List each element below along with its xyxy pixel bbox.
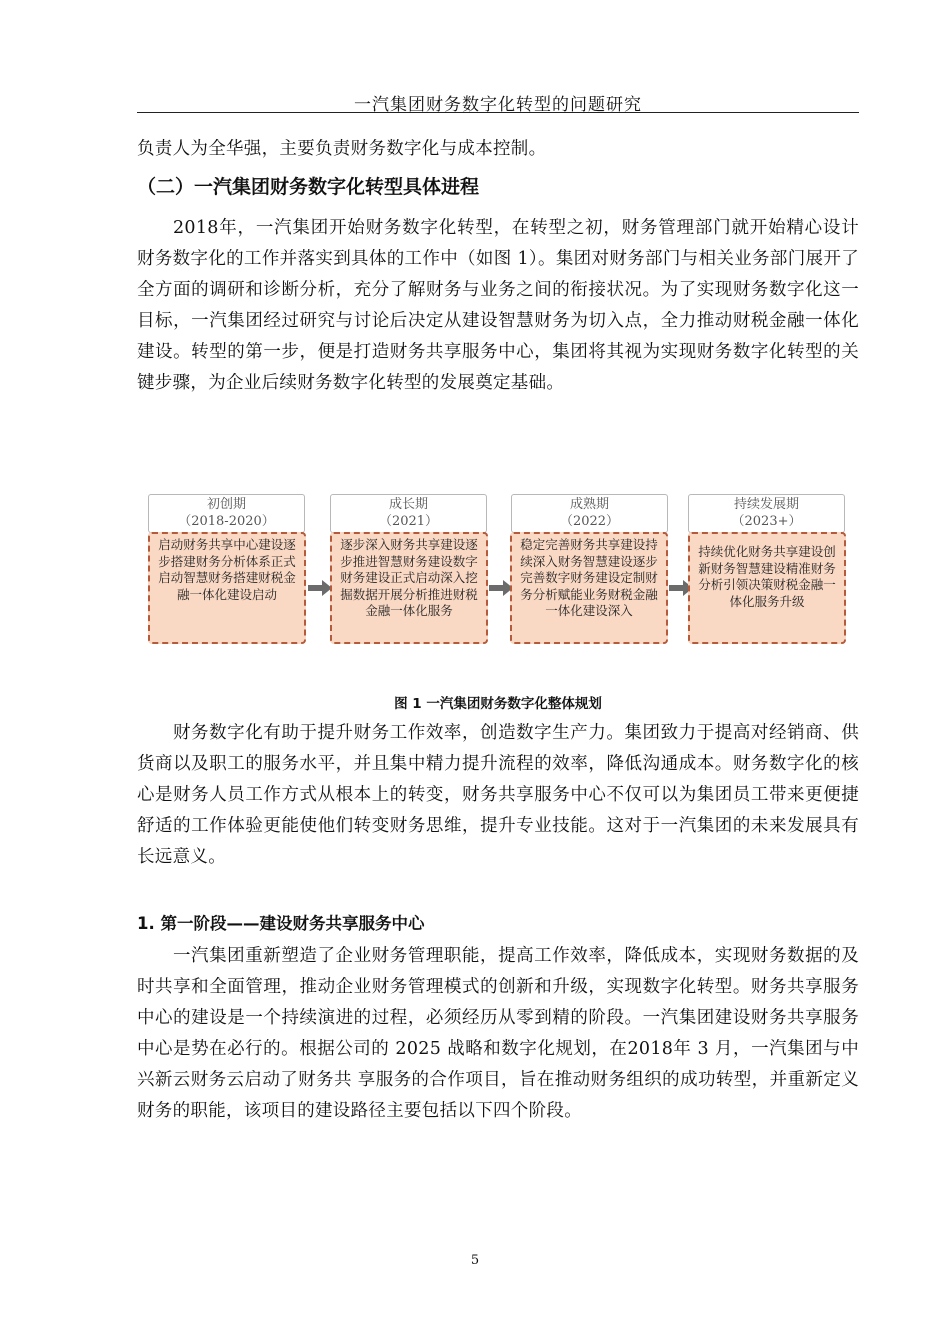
phase-years-4: （2023+） [688,512,845,533]
arrow-right-icon [308,580,332,596]
page-number: 5 [470,1253,480,1268]
paragraph-responsibility: 负责人为全华强，主要负责财务数字化与成本控制。 [137,139,547,159]
phase-years-2: （2021） [330,512,487,533]
phase-name-4: 持续发展期 [688,494,845,515]
phase-name-2: 成长期 [330,494,487,515]
section-heading: （二）一汽集团财务数字化转型具体进程 [137,176,480,198]
phase-box-1: 启动财务共享中心建设逐步搭建财务分析体系正式启动智慧财务搭建财税金融一体化建设启动 [148,532,306,644]
figure-caption: 图 1 一汽集团财务数字化整体规划 [394,696,602,712]
planning-flow-figure [148,494,853,654]
phase-box-4: 持续优化财务共享建设创新财务智慧建设精准财务分析引领决策财税金融一体化服务升级 [688,532,846,644]
header-divider [137,112,859,113]
phase-box-3: 稳定完善财务共享建设持续深入财务智慧建设逐步完善数字财务建设定制财务分析赋能业务财税金融一体化建设深入 [510,532,668,644]
paragraph-shared-service: 一汽集团重新塑造了企业财务管理职能，提高工作效率，降低成本，实现财务数据的及时共享和全面管理，推动企业财务管理模式的创新和升级，实现数字化转型。财务共享服务中心的建设是一个持续演进的过程，必须经历从零到精的阶段。一汽集团建设财务共享服务中心是势在必行的。根据公司的 2025 战略和数字化规划，在2018年 3 月，一汽集团与中兴新云财务云启动了财务共 享服务的合作项目，旨在推动财务组织的成功转型，并重新定义财务的职能，该项目的建设路径主要包括以下四个阶段。 [137,946,859,1121]
paragraph-transformation-start: 2018年，一汽集团开始财务数字化转型，在转型之初，财务管理部门就开始精心设计财务数字化的工作并落实到具体的工作中（如图 1）。集团对财务部门与相关业务部门展开了全方面的调研和诊断分析，充分了解财务与业务之间的衔接状况。为了实现财务数字化这一目标，一汽集团经过研究与讨论后决定从建设智慧财务为切入点，全力推动财税金融一体化建设。转型的第一步，便是打造财务共享服务中心，集团将其视为实现财务数字化转型的关键步骤，为企业后续财务数字化转型的发展奠定基础。 [137,218,859,393]
running-header-title: 一汽集团财务数字化转型的问题研究 [354,95,642,115]
phase-years-1: （2018-2020） [148,512,305,533]
phase-box-2: 逐步深入财务共享建设逐步推进智慧财务建设数字财务建设正式启动深入挖掘数据开展分析推进财税金融一体化服务 [330,532,488,644]
phase-years-3: （2022） [511,512,668,533]
subsection-heading: 1. 第一阶段——建设财务共享服务中心 [137,914,425,933]
phase-name-1: 初创期 [148,494,305,515]
phase-name-3: 成熟期 [511,494,668,515]
paragraph-digital-value: 财务数字化有助于提升财务工作效率，创造数字生产力。集团致力于提高对经销商、供货商以及职工的服务水平，并且集中精力提升流程的效率，降低沟通成本。财务数字化的核心是财务人员工作方式从根本上的转变，财务共享服务中心不仅可以为集团员工带来更便捷舒适的工作体验更能使他们转变财务思维，提升专业技能。这对于一汽集团的未来发展具有长远意义。 [137,723,859,867]
